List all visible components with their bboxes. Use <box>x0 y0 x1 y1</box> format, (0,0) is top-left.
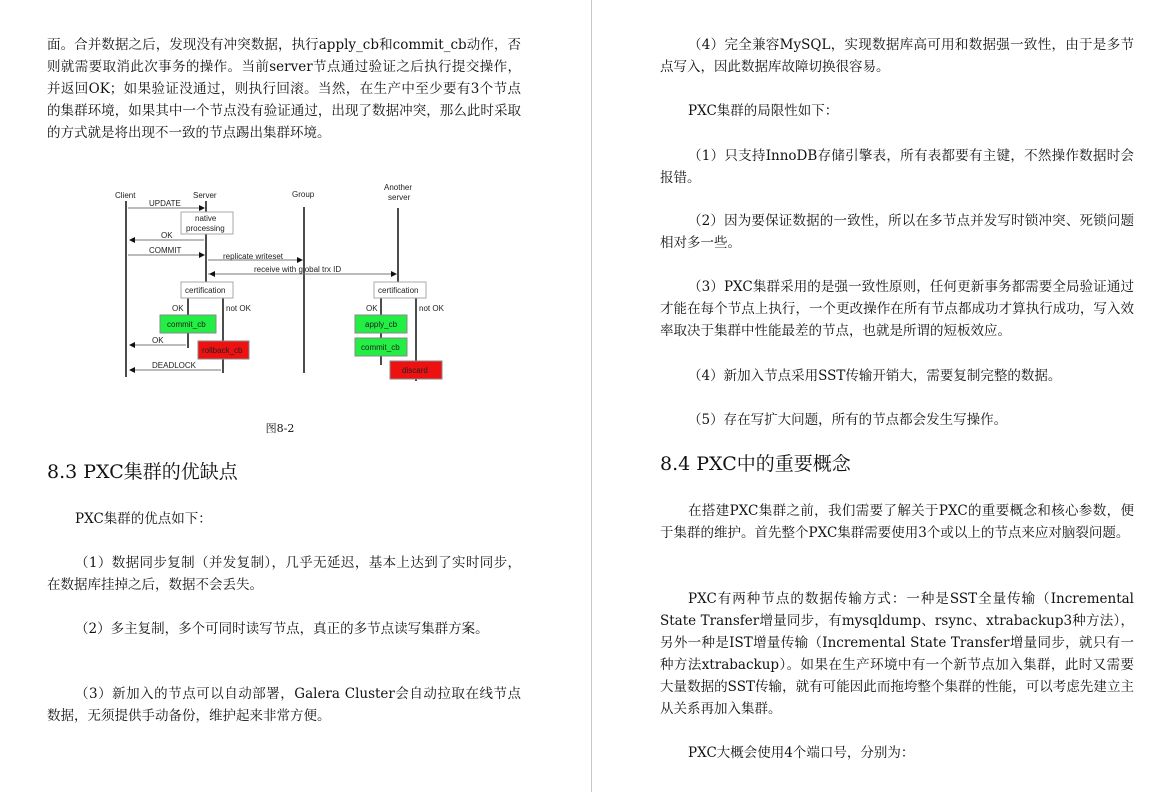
box-commit-cb-2: commit_cb <box>361 343 400 352</box>
box-discard: discard <box>402 366 428 375</box>
page-divider <box>591 0 592 792</box>
con-item-2: （2）因为要保证数据的一致性，所以在多节点并发写时锁冲突、死锁问题相对多一些。 <box>660 213 1134 251</box>
con-item-1: （1）只支持InnoDB存储引擎表，所有表都要有主键，不然操作数据时会报错。 <box>660 148 1134 186</box>
box-certification-2: certification <box>378 286 419 295</box>
box-apply-cb: apply_cb <box>365 320 398 329</box>
cons-intro: PXC集群的局限性如下： <box>688 103 839 119</box>
figure-caption: 图8-2 <box>265 422 295 435</box>
pros-intro: PXC集群的优点如下： <box>75 511 212 527</box>
con-item-3: （3）PXC集群采用的是强一致性原则，任何更新事务都需要全局验证通过才能在每个节点上执行，一个更改操作在所有节点都成功才算执行成功，写入效率取决于集群中性能最差的节点，也就是所谓的短板效应。 <box>660 279 1134 339</box>
lane-client: Client <box>115 191 136 200</box>
branch-ok: OK <box>172 304 184 313</box>
box-commit-cb: commit_cb <box>167 320 206 329</box>
msg-ok-2: OK <box>152 336 164 345</box>
msg-deadlock: DEADLOCK <box>152 361 197 370</box>
pro-item-3: （3）新加入的节点可以自动部署，Galera Cluster会自动拉取在线节点数据，无须提供手动备份，维护起来非常方便。 <box>47 686 521 724</box>
lane-group: Group <box>292 190 315 199</box>
lane-another: Another <box>384 183 413 192</box>
msg-replicate: replicate writeset <box>223 252 284 261</box>
msg-commit: COMMIT <box>149 246 182 255</box>
lane-another-server: server <box>388 193 411 202</box>
box-rollback-cb: rollback_cb <box>202 346 243 355</box>
section-heading-8-4: 8.4 PXC中的重要概念 <box>660 453 851 475</box>
pro-item-2: （2）多主复制，多个可同时读写节点，真正的多节点读写集群方案。 <box>75 621 489 637</box>
concept-paragraph-2: PXC有两种节点的数据传输方式：一种是SST全量传输（Incremental State Transfer增量同步，有mysqldump、rsync、xtrabackup3种方法），另外一种是IST增量传输（Incremental State Transfer增量同步，就只有一种方法xtrabackup）。如果在生产环境中有一个新节点加入集群，此时又需要大量数据的SST传输，就有可能因此而拖垮整个集群的性能，可以考虑先建立主从关系再加入集群。 <box>660 591 1134 717</box>
box-processing: processing <box>186 224 225 233</box>
branch-ok-2: OK <box>366 304 378 313</box>
pro-item-4: （4）完全兼容MySQL，实现数据库高可用和数据强一致性，由于是多节点写入，因此数据库故障切换很容易。 <box>660 37 1134 75</box>
msg-update: UPDATE <box>149 199 181 208</box>
pro-item-1: （1）数据同步复制（并发复制），几乎无延迟，基本上达到了实时同步，在数据库挂掉之后，数据不会丢失。 <box>47 555 521 593</box>
section-heading-8-3: 8.3 PXC集群的优缺点 <box>47 461 238 483</box>
branch-not-ok-2: not OK <box>419 304 444 313</box>
msg-receive: receive with global trx ID <box>254 265 342 274</box>
branch-not-ok: not OK <box>226 304 251 313</box>
galera-replication-diagram <box>105 180 455 400</box>
box-native: native <box>195 214 217 223</box>
concept-paragraph-1: 在搭建PXC集群之前，我们需要了解关于PXC的重要概念和核心参数，便于集群的维护。首先整个PXC集群需要使用3个或以上的节点来应对脑裂问题。 <box>660 503 1134 541</box>
con-item-5: （5）存在写扩大问题，所有的节点都会发生写操作。 <box>688 412 1008 428</box>
box-certification: certification <box>185 286 226 295</box>
msg-ok: OK <box>161 231 173 240</box>
intro-paragraph: 面。合并数据之后，发现没有冲突数据，执行apply_cb和commit_cb动作，否则就需要取消此次事务的操作。当前server节点通过验证之后执行提交操作，并返回OK；如果验证没通过，则执行回滚。当然，在生产中至少要有3个节点的集群环境，如果其中一个节点没有验证通过，出现了数据冲突，那么此时采取的方式就是将出现不一致的节点踢出集群环境。 <box>47 37 521 141</box>
lane-server: Server <box>193 191 217 200</box>
con-item-4: （4）新加入节点采用SST传输开销大，需要复制完整的数据。 <box>688 368 1062 384</box>
concept-paragraph-3: PXC大概会使用4个端口号，分别为： <box>688 745 915 761</box>
